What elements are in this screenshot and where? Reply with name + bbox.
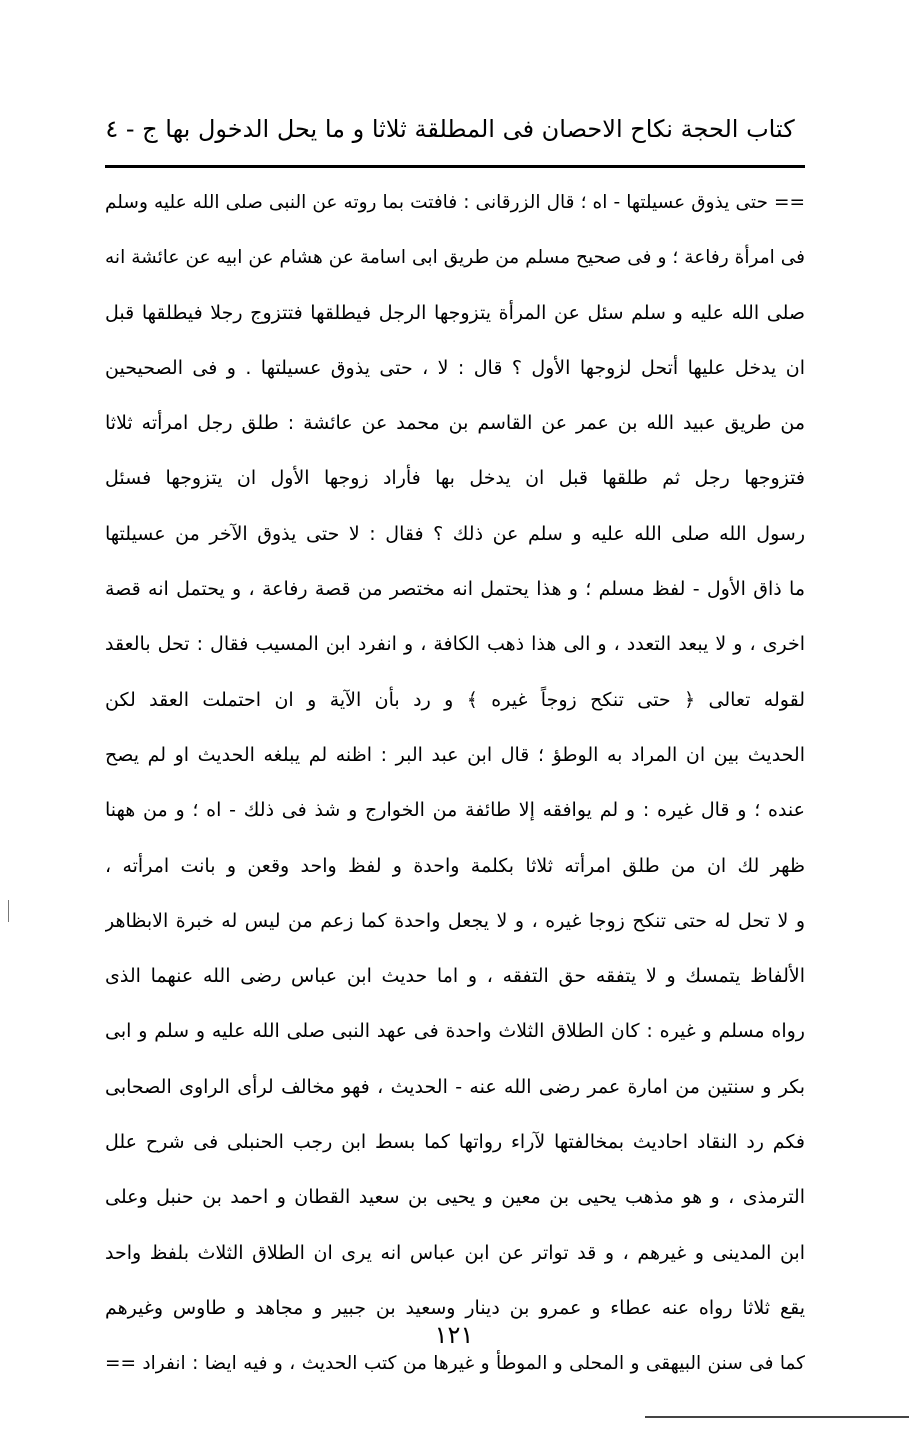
running-header: كتاب الحجة نكاح الاحصان فى المطلقة ثلاثا و ما يحل الدخول بها ج - ٤ — [105, 115, 795, 143]
text-line: الألفاظ يتمسك و لا يتفقه حق التفقه ، و اما حديث ابن عباس رضى الله عنهما الذى — [105, 965, 805, 988]
text-line: بكر و سنتين من امارة عمر رضى الله عنه - الحديث ، فهو مخالف لرأى الراوى الصحابى — [105, 1075, 805, 1098]
text-line: اخرى ، و لا يبعد التعدد ، و الى هذا ذهب الكافة ، و انفرد ابن المسيب فقال : تحل بالعقد — [105, 633, 805, 656]
text-line: == حتى يذوق عسيلتها - اه ؛ قال الزرقانى : فافتت بما روته عن النبى صلى الله عليه وسلم — [105, 192, 805, 213]
text-line: صلى الله عليه و سلم سئل عن المرأة يتزوجها الرجل فيطلقها فتتزوج رجلا فيطلقها قبل — [105, 301, 805, 324]
text-line: يقع ثلاثا رواه عنه عطاء و عمرو بن دينار وسعيد بن جبير و مجاهد و طاوس وغيرهم — [105, 1296, 805, 1319]
text-line: فكم رد النقاد احاديث بمخالفتها لآراء رواتها كما بسط ابن رجب الحنبلى فى شرح علل — [105, 1131, 805, 1154]
text-line: رسول الله صلى الله عليه و سلم عن ذلك ؟ فقال : لا حتى يذوق الآخر من عسيلتها — [105, 522, 805, 545]
bottom-rule — [645, 1416, 909, 1418]
text-line: ظهر لك ان من طلق امرأته ثلاثا بكلمة واحدة و لفظ واحد وقعن و بانت امرأته ، — [105, 854, 805, 877]
text-line: الترمذى ، و هو مذهب يحيى بن معين و يحيى بن سعيد القطان و احمد بن حنبل وعلى — [105, 1186, 805, 1209]
text-line: ان يدخل عليها أتحل لزوجها الأول ؟ قال : لا ، حتى يذوق عسيلتها . و فى الصحيحين — [105, 356, 805, 379]
text-line: الحديث بين ان المراد به الوطؤ ؛ قال ابن عبد البر : اظنه لم يبلغه الحديث او لم يصح — [105, 743, 805, 766]
scan-mark — [8, 900, 9, 922]
text-line: فتزوجها رجل ثم طلقها قبل ان يدخل بها فأراد زوجها الأول ان يتزوجها فسئل — [105, 467, 805, 490]
text-line: ما ذاق الأول - لفظ مسلم ؛ و هذا يحتمل انه مختصر من قصة رفاعة ، و يحتمل انه قصة — [105, 578, 805, 601]
page-number: ١٢١ — [434, 1321, 474, 1349]
text-line: فى امرأة رفاعة ؛ و فى صحيح مسلم من طريق ابى اسامة عن هشام عن ابيه عن عائشة انه — [105, 247, 805, 269]
text-line: عنده ؛ و قال غيره : و لم يوافقه إلا طائفة من الخوارج و شذ فى ذلك - اه ؛ و من ههنا — [105, 799, 805, 822]
header-rule — [105, 165, 805, 168]
text-line: لقوله تعالى ﴿ حتى تنكح زوجاً غيره ﴾ و رد بأن الآية و ان احتملت العقد لكن — [105, 688, 805, 711]
body-text — [105, 175, 805, 1392]
text-line: من طريق عبيد الله بن عمر عن القاسم بن محمد عن عائشة : طلق رجل امرأته ثلاثا — [105, 412, 805, 435]
text-line: و لا تحل له حتى تنكح زوجا غيره ، و لا يجعل واحدة كما زعم من ليس له خبرة الابظاهر — [105, 909, 805, 932]
text-line: رواه مسلم و غيره : كان الطلاق الثلاث واحدة فى عهد النبى صلى الله عليه و سلم و ابى — [105, 1020, 805, 1043]
text-line: ابن المدينى و غيرهم ، و قد تواتر عن ابن عباس انه يرى ان الطلاق الثلاث بلفظ واحد — [105, 1241, 805, 1264]
text-line: كما فى سنن البيهقى و المحلى و الموطأ و غيرها من كتب الحديث ، و فيه ايضا : انفراد == — [105, 1353, 805, 1375]
